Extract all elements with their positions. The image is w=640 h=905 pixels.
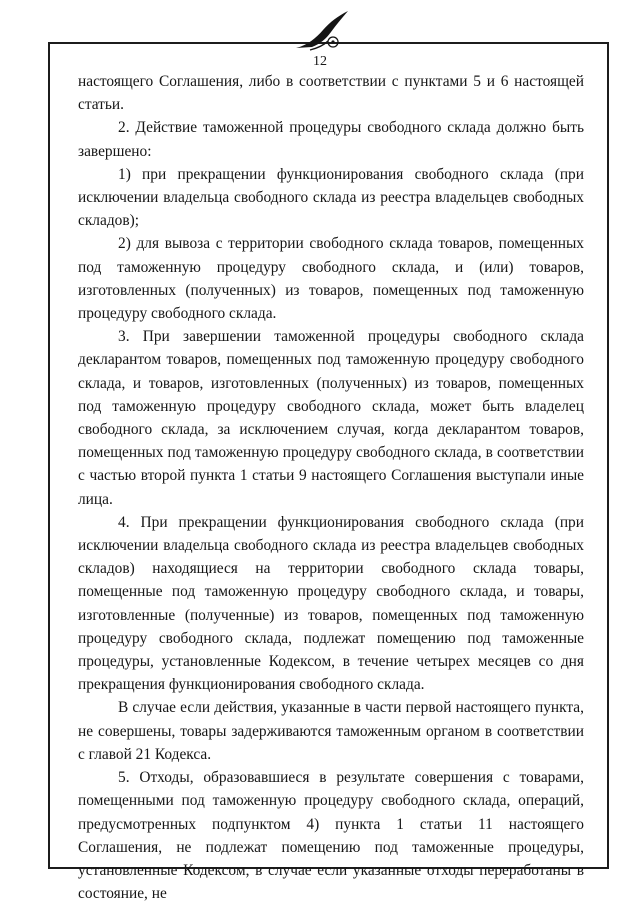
- paragraph-item-2: 2. Действие таможенной процедуры свободного склада должно быть завершено:: [78, 119, 584, 160]
- paragraph-item-4-part-2: В случае если действия, указанные в части первой настоящего пункта, не совершены, товары задерживаются таможенным органом в соответствии с главой 21 Кодекса.: [78, 699, 584, 763]
- paragraph-item-4: 4. При прекращении функционирования свободного склада (при исключении владельца свободного склада из реестра владельцев свободных складов) находящиеся на территории свободного склада товары, помещенные под таможенную процедуру свободного склада, и товары, изготовленные (полученные) из товаров, помещенных под таможенную процедуру свободного склада, подлежат помещению под таможенные процедуры, установленные Кодексом, в течение четырех месяцев со дня прекращения функционирования свободного склада.: [78, 513, 584, 694]
- paragraph-subitem-2: 2) для вывоза с территории свободного склада товаров, помещенных под таможенную процедуру свободного склада, и (или) товаров, изготовленных (полученных) из товаров, помещенных под таможенную процедуру свободного склада.: [78, 235, 584, 323]
- emblem-icon: [290, 8, 360, 58]
- paragraph-continuation: настоящего Соглашения, либо в соответствии с пунктами 5 и 6 настоящей статьи.: [78, 73, 584, 114]
- frame-right-border: [607, 42, 609, 868]
- frame-left-border: [48, 42, 50, 868]
- document-body: [78, 70, 584, 905]
- paragraph-subitem-1: 1) при прекращении функционирования свободного склада (при исключении владельца свободного склада из реестра владельцев свободных складов);: [78, 165, 584, 230]
- paragraph-item-5: 5. Отходы, образовавшиеся в результате совершения с товарами, помещенными под таможенную процедуру свободного склада, операций, предусмотренных подпунктом 4) пункта 1 статьи 11 настоящего Соглашения, не подлежат помещению под таможенные процедуры, установленные Кодексом, в случае если указанные отходы переработаны в состояние, не: [78, 769, 584, 903]
- paragraph-item-3: 3. При завершении таможенной процедуры свободного склада декларантом товаров, помещенных под таможенную процедуру свободного склада, и товаров, изготовленных (полученных) из товаров, помещенных под таможенную процедуру свободного склада, может быть владелец свободного склада, за исключением случая, когда декларантом товаров, помещенных под таможенную процедуру свободного склада, в соответствии с частью второй пункта 1 статьи 9 настоящего Соглашения выступали иные лица.: [78, 328, 584, 508]
- page-number: 12: [313, 54, 327, 69]
